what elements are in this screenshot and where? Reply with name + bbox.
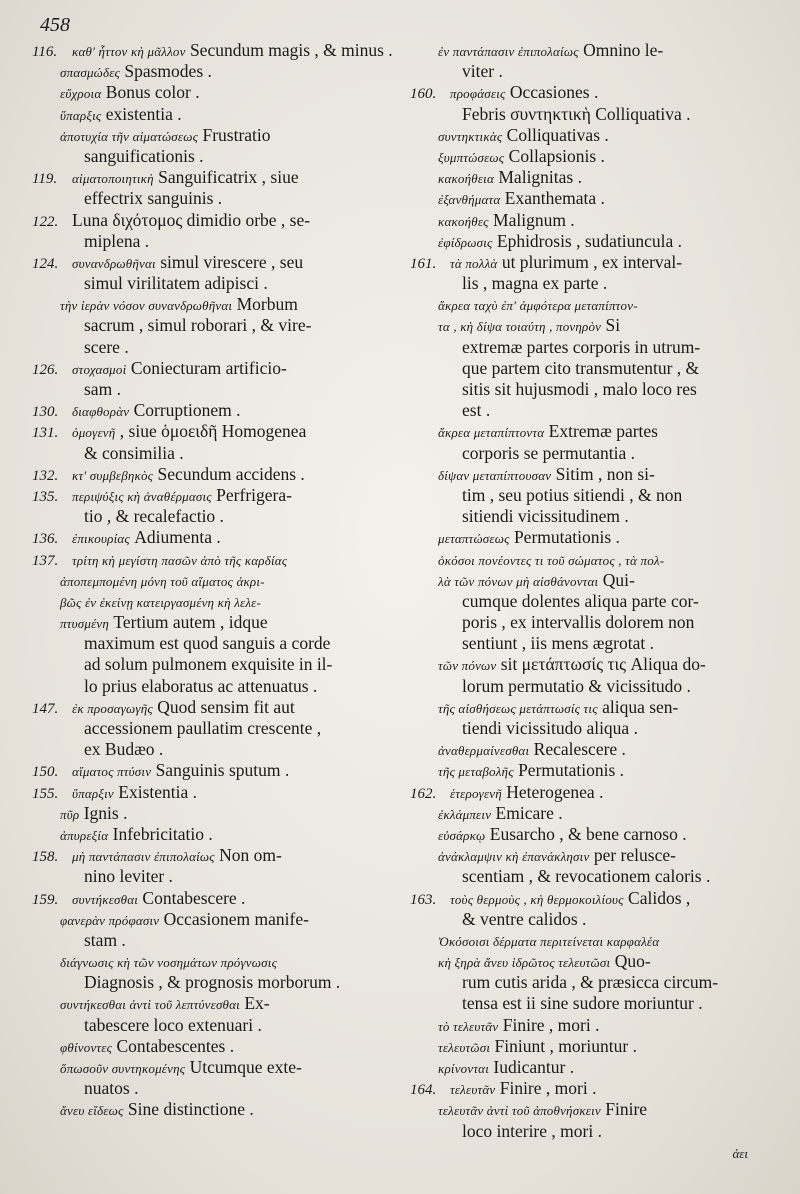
text-line <box>32 167 394 188</box>
latin-translation: Extremæ partes <box>548 421 658 442</box>
latin-translation: tiendi vicissitudo aliqua . <box>462 718 638 738</box>
text-line <box>32 866 394 887</box>
latin-translation: Secundum accidens . <box>157 463 305 484</box>
text-line <box>32 1057 394 1078</box>
greek-term: βῶς ἐν ἐκείνῃ κατειργασμένη κὴ λελε- <box>60 594 262 610</box>
text-line <box>410 1036 772 1057</box>
text-line <box>32 612 394 633</box>
text-line <box>410 443 772 464</box>
latin-translation: & consimilia . <box>84 442 184 463</box>
latin-translation: corporis se permutantia . <box>462 442 636 463</box>
latin-translation: poris , ex intervallis dolorem non <box>462 612 695 633</box>
text-line <box>32 972 394 993</box>
latin-translation: Exanthemata . <box>504 188 605 209</box>
latin-translation: Malignum . <box>493 209 575 230</box>
latin-translation: Sanguinis sputum . <box>155 760 290 781</box>
latin-translation: Finire <box>605 1099 648 1120</box>
text-line <box>410 803 772 824</box>
greek-term: Ὀκόσοισι δέρματα περιτείνεται καρφαλέα <box>438 933 660 949</box>
text-line <box>410 654 772 675</box>
greek-term: τῆς μεταβολῆς <box>438 764 514 780</box>
text-line <box>410 337 772 358</box>
latin-translation: rum cutis arida , & præsicca circum- <box>462 972 719 993</box>
greek-term: τελευτῶσι <box>438 1039 491 1055</box>
text-line <box>410 421 772 442</box>
entry-number: 135. <box>32 488 59 505</box>
latin-translation: lo prius elaboratus ac attenuatus . <box>84 675 318 696</box>
entry-number: 155. <box>32 785 59 802</box>
text-line <box>32 782 394 803</box>
latin-translation: stam . <box>84 929 126 950</box>
latin-translation: Heterogenea . <box>506 781 604 802</box>
entry-number: 161. <box>410 255 437 272</box>
greek-term: κτ' συμβεβηκὸς <box>72 467 154 483</box>
latin-translation: sentiunt , iis mens ægrotat . <box>462 633 655 654</box>
greek-term: τῆς αἰσθήσεως μετάπτωσίς τις <box>438 700 598 716</box>
latin-translation: Coniecturam artificio- <box>130 357 287 378</box>
latin-translation: Utcumque exte- <box>189 1057 302 1077</box>
latin-translation: tabescere loco extenuari . <box>84 1014 262 1035</box>
latin-translation: simul virilitatem adipisci . <box>84 273 268 294</box>
latin-translation: Occasiones . <box>509 82 599 103</box>
text-line <box>410 1057 772 1078</box>
latin-translation: que partem cito transmutentur , & <box>462 357 700 378</box>
text-line <box>32 125 394 146</box>
entry-number: 160. <box>410 86 437 103</box>
text-line <box>32 654 394 675</box>
greek-term: κρίνονται <box>438 1061 490 1076</box>
latin-translation: tensa est ii sine sudore moriuntur . <box>462 993 703 1014</box>
greek-term: τῶν πόνων <box>438 658 497 674</box>
greek-term: ἀποπεμπομένη μόνη τοῦ αἵματος ἀκρι- <box>60 573 265 589</box>
text-line <box>32 718 394 739</box>
text-line <box>32 252 394 273</box>
greek-term: ἄκρεα μεταπίπτοντα <box>438 425 545 441</box>
latin-translation: ad solum pulmonem exquisite in il- <box>84 654 333 675</box>
greek-term: τὰ πολλὰ <box>450 255 498 271</box>
latin-translation: scentiam , & revocationem caloris . <box>462 866 711 887</box>
latin-translation: Ignis . <box>83 802 128 823</box>
latin-translation: Sitim , non si- <box>555 463 655 484</box>
greek-term: εὔχροια <box>60 86 102 102</box>
latin-translation: sit μετάπτωσίς τις Aliqua do- <box>500 654 706 675</box>
greek-term: στοχασμοὶ <box>72 361 127 377</box>
text-line <box>410 1099 772 1120</box>
latin-translation: Secundum magis , & minus . <box>189 40 393 60</box>
text-line <box>32 1036 394 1057</box>
text-line <box>32 1078 394 1099</box>
catchword: ἀει <box>732 1146 748 1161</box>
latin-translation: ex Budæo . <box>84 739 164 760</box>
latin-translation: Finire , mori . <box>502 1014 600 1035</box>
text-line <box>32 506 394 527</box>
text-line <box>410 358 772 379</box>
text-line <box>410 824 772 845</box>
text-line <box>32 379 394 400</box>
greek-term: ὕπαρξις <box>60 107 102 123</box>
text-line <box>410 40 772 61</box>
latin-translation: Tertium autem , idque <box>113 612 268 633</box>
latin-translation: Si <box>605 315 621 336</box>
text-line <box>410 845 772 866</box>
entry-number: 164. <box>410 1082 437 1099</box>
greek-term: προφάσεις <box>450 86 506 102</box>
text-line <box>410 231 772 252</box>
text-line <box>410 210 772 231</box>
text-line <box>32 82 394 103</box>
greek-term: ἐφίδρωσις <box>438 234 493 250</box>
text-line <box>32 570 394 591</box>
latin-translation: Infebricitatio . <box>112 823 213 844</box>
greek-term: μὴ παντάπασιν ἐπιπολαίως <box>72 849 215 865</box>
entry-number: 137. <box>32 552 59 569</box>
greek-term: ἄκρεα ταχὺ ἐπ' ἀμφότερα μεταπίπτον- <box>438 298 638 314</box>
entry-number: 159. <box>32 891 59 908</box>
latin-translation: , siue ὁμοειδῆ Homogenea <box>119 421 307 442</box>
latin-translation: sitiendi vicissitudinem . <box>462 506 629 527</box>
text-line <box>410 146 772 167</box>
latin-translation: cumque dolentes aliqua parte cor- <box>462 590 699 611</box>
greek-term: σπασμώδες <box>60 65 120 81</box>
latin-translation: sacrum , simul roborari , & vire- <box>84 315 312 336</box>
entry-number: 119. <box>32 171 58 188</box>
text-line <box>410 866 772 887</box>
text-line <box>410 549 772 570</box>
latin-translation: Luna διχότομος dimidio orbe , se- <box>72 209 311 230</box>
greek-term: συντήκεσθαι ἀντὶ τοῦ λεπτύνεσθαι <box>60 997 240 1013</box>
text-line <box>32 104 394 125</box>
text-line <box>32 400 394 421</box>
text-line <box>32 591 394 612</box>
latin-translation: sam . <box>84 379 121 399</box>
text-line <box>410 167 772 188</box>
greek-term: φθίνοντες <box>60 1039 113 1055</box>
latin-translation: simul virescere , seu <box>160 251 304 272</box>
latin-translation: Qui- <box>602 569 635 590</box>
greek-term: ἀνάκλαμψιν κὴ ἐπανάκλησιν <box>438 849 590 865</box>
text-line <box>32 993 394 1014</box>
latin-translation: lis , magna ex parte . <box>462 273 608 294</box>
greek-term: τὸ τελευτᾶν <box>438 1018 499 1034</box>
text-line <box>410 125 772 146</box>
text-line <box>410 273 772 294</box>
latin-translation: Ex- <box>244 993 270 1014</box>
text-line <box>410 951 772 972</box>
entry-number: 147. <box>32 700 59 717</box>
text-line <box>32 697 394 718</box>
text-line <box>32 527 394 548</box>
latin-translation: Malignitas . <box>498 167 582 188</box>
text-line <box>410 570 772 591</box>
latin-translation: Non om- <box>219 845 282 866</box>
latin-translation: Eusarcho , & bene carnoso . <box>489 823 687 844</box>
greek-term: αἱματοποιητικὴ <box>72 171 154 187</box>
text-line <box>410 82 772 103</box>
greek-term: ἐκ προσαγωγῆς <box>72 700 153 716</box>
entry-number: 132. <box>32 467 59 484</box>
entry-number: 150. <box>32 764 59 781</box>
text-line <box>410 718 772 739</box>
text-line <box>410 485 772 506</box>
latin-translation: Bonus color . <box>105 82 200 103</box>
latin-translation: Iudicantur . <box>493 1057 575 1077</box>
latin-translation: Spasmodes . <box>124 61 212 82</box>
latin-translation: existentia . <box>105 103 182 124</box>
text-line <box>32 1099 394 1120</box>
text-line <box>32 888 394 909</box>
greek-term: κακοήθεια <box>438 171 494 187</box>
greek-term: καθ' ἧττον κὴ μᾶλλον <box>72 44 186 59</box>
greek-term: ὁμογενῆ <box>72 425 116 441</box>
latin-translation: Contabescentes . <box>116 1035 235 1056</box>
greek-term: τοὺς θερμοὺς , κὴ θερμοκοιλίους <box>450 891 624 907</box>
greek-term: ὕπαρξιν <box>72 785 114 801</box>
greek-term: τρίτη κὴ μεγίστη πασῶν ἀπὸ τῆς καρδίας <box>72 552 288 568</box>
latin-translation: tio , & recalefactio . <box>84 506 224 527</box>
latin-translation: extremæ partes corporis in utrum- <box>462 336 701 357</box>
text-line <box>32 40 394 61</box>
greek-term: ἐκλάμπειν <box>438 806 492 822</box>
text-line <box>32 443 394 464</box>
latin-translation: Permutationis . <box>513 527 620 548</box>
greek-term: τελευτᾶν ἀντὶ τοῦ ἀποθνήσκειν <box>438 1103 601 1119</box>
text-line <box>410 315 772 336</box>
greek-term: συντήκεσθαι <box>72 891 139 907</box>
text-line <box>410 1078 772 1099</box>
text-line <box>410 612 772 633</box>
latin-translation: est . <box>462 400 491 421</box>
latin-translation: Sanguificatrix , siue <box>158 167 299 188</box>
latin-translation: Recalescere . <box>533 739 626 760</box>
left-column <box>32 40 394 1121</box>
latin-translation: Morbum <box>236 294 298 315</box>
latin-translation: nuatos . <box>84 1078 139 1099</box>
text-line <box>32 739 394 760</box>
text-line <box>410 527 772 548</box>
text-line <box>32 633 394 654</box>
latin-translation: ut plurimum , ex interval- <box>501 251 683 272</box>
text-line <box>32 845 394 866</box>
greek-term: αἵματος πτύσιν <box>72 764 152 780</box>
greek-term: φανερὰν πρόφασιν <box>60 912 160 928</box>
entry-number: 122. <box>32 213 59 230</box>
text-line <box>32 188 394 209</box>
latin-translation: sanguificationis . <box>84 145 204 166</box>
entry-number: 163. <box>410 891 437 908</box>
greek-term: τελευτᾶν <box>450 1082 496 1098</box>
text-line <box>410 506 772 527</box>
latin-translation: Contabescere . <box>142 887 246 908</box>
entry-number: 130. <box>32 404 59 421</box>
greek-term: κακοήθες <box>438 213 489 229</box>
greek-term: ἐπικουρίας <box>72 531 130 547</box>
latin-translation: Emicare . <box>495 802 563 823</box>
greek-term: συντηκτικὰς <box>438 128 503 144</box>
text-line <box>410 760 772 781</box>
text-line <box>32 273 394 294</box>
text-line <box>410 591 772 612</box>
text-line <box>32 930 394 951</box>
entry-number: 162. <box>410 785 437 802</box>
text-line <box>410 697 772 718</box>
entry-number: 124. <box>32 255 59 272</box>
latin-translation: Perfrigera- <box>216 484 292 505</box>
text-line <box>410 930 772 951</box>
text-line <box>410 993 772 1014</box>
text-line <box>32 146 394 167</box>
greek-term: ξυμπτώσεως <box>438 149 505 165</box>
page-number: 458 <box>40 14 70 36</box>
text-line <box>410 294 772 315</box>
greek-term: πτυσμένη <box>60 616 110 632</box>
latin-translation: lorum permutatio & vicissitudo . <box>462 675 691 696</box>
latin-translation: Ephidrosis , sudatiuncula . <box>496 230 683 251</box>
text-line <box>32 1015 394 1036</box>
greek-term: πῦρ <box>60 806 80 822</box>
latin-translation: Febris συντηκτικὴ Colliquativa . <box>462 103 691 124</box>
latin-translation: scere . <box>84 336 129 357</box>
text-line <box>410 676 772 697</box>
latin-translation: & ventre calidos . <box>462 908 587 929</box>
greek-term: περιψύξις κὴ ἀναθέρμασις <box>72 488 212 504</box>
greek-term: ὅπωσοῦν συντηκομένης <box>60 1061 186 1076</box>
latin-translation: Existentia . <box>118 781 198 802</box>
latin-translation: Colliquativas . <box>506 124 609 145</box>
greek-term: μεταπτώσεως <box>438 531 510 547</box>
latin-translation: aliqua sen- <box>602 696 679 717</box>
greek-term: ἑτερογενῆ <box>450 785 502 801</box>
latin-translation: Permutationis . <box>518 760 625 781</box>
greek-term: ἀπυρεξία <box>60 827 109 843</box>
greek-term: ἀναθερμαίνεσθαι <box>438 743 530 759</box>
text-line <box>32 358 394 379</box>
latin-translation: miplena . <box>84 230 150 251</box>
greek-term: λὰ τῶν πόνων μὴ αἰσθάνονται <box>438 573 599 589</box>
text-line <box>410 1015 772 1036</box>
text-line <box>32 231 394 252</box>
greek-term: συνανδρωθῆναι <box>72 255 156 271</box>
text-line <box>32 824 394 845</box>
text-line <box>410 464 772 485</box>
greek-term: εὐσάρκῳ <box>438 827 486 843</box>
latin-translation: Collapsionis . <box>508 145 605 166</box>
latin-translation: maximum est quod sanguis a corde <box>84 633 331 654</box>
text-line <box>32 294 394 315</box>
text-line <box>410 909 772 930</box>
text-line <box>410 888 772 909</box>
latin-translation: Finiunt , moriuntur . <box>494 1035 637 1056</box>
text-line <box>410 633 772 654</box>
text-line <box>32 909 394 930</box>
text-line <box>410 782 772 803</box>
greek-term: τα , κὴ δίψα τοιαύτη , πονηρὸν <box>438 319 602 335</box>
greek-term: ἀποτυχία τῆν αἱματώσεως <box>60 128 199 144</box>
greek-term: δίψαν μεταπίπτουσαν <box>438 467 552 483</box>
text-line <box>410 188 772 209</box>
greek-term: ἐν παντάπασιν ἐπιπολαίως <box>438 44 579 59</box>
latin-translation: nino leviter . <box>84 866 173 887</box>
text-line <box>32 421 394 442</box>
text-line <box>32 210 394 231</box>
latin-translation: effectrix sanguinis . <box>84 188 223 209</box>
text-line <box>410 739 772 760</box>
text-line <box>410 104 772 125</box>
latin-translation: Frustratio <box>202 124 271 145</box>
text-line <box>410 1121 772 1142</box>
greek-term: ἄνευ εἴδεως <box>60 1103 124 1119</box>
text-line <box>32 315 394 336</box>
text-line <box>410 400 772 421</box>
text-line <box>32 485 394 506</box>
entry-number: 131. <box>32 425 59 442</box>
entry-number: 126. <box>32 361 59 378</box>
text-line <box>410 379 772 400</box>
latin-translation: per relusce- <box>593 845 676 866</box>
text-line <box>32 61 394 82</box>
latin-translation: Calidos , <box>628 887 691 908</box>
entry-number: 136. <box>32 531 59 548</box>
text-line <box>32 760 394 781</box>
greek-term: διαφθορὰν <box>72 404 130 420</box>
text-line <box>410 252 772 273</box>
latin-translation: viter . <box>462 61 503 82</box>
latin-translation: Quo- <box>614 951 651 972</box>
latin-translation: sitis sit hujusmodi , malo loco res <box>462 379 697 399</box>
latin-translation: loco interire , mori . <box>462 1120 602 1141</box>
text-line <box>32 337 394 358</box>
latin-translation: accessionem paullatim crescente , <box>84 718 322 738</box>
greek-term: κὴ ξηρὰ ἄνευ ἱδρῶτος τελευτῶσι <box>438 955 611 971</box>
text-line <box>32 464 394 485</box>
latin-translation: Sine distinctione . <box>127 1099 254 1120</box>
latin-translation: Omnino le- <box>583 40 664 60</box>
greek-term: διάγνωσις κὴ τῶν νοσημάτων πρόγνωσις <box>60 955 278 971</box>
latin-translation: Finire , mori . <box>499 1078 597 1099</box>
latin-translation: Occasionem manife- <box>163 908 309 929</box>
text-line <box>32 951 394 972</box>
latin-translation: Quod sensim fit aut <box>157 696 295 717</box>
latin-translation: Adiumenta . <box>134 527 221 548</box>
entry-number: 116. <box>32 44 58 60</box>
text-line <box>410 61 772 82</box>
entry-number: 158. <box>32 849 59 866</box>
right-column <box>410 40 772 1142</box>
text-line <box>410 972 772 993</box>
text-line <box>32 549 394 570</box>
text-line <box>32 803 394 824</box>
greek-term: ὁκόσοι πονέοντες τι τοῦ σώματος , τὰ πολ- <box>438 552 665 568</box>
latin-translation: Diagnosis , & prognosis morborum . <box>84 972 341 993</box>
text-line <box>32 676 394 697</box>
latin-translation: tim , seu potius sitiendi , & non <box>462 484 683 505</box>
latin-translation: Corruptionem . <box>133 400 241 421</box>
greek-term: ἐξανθήματα <box>438 192 501 208</box>
greek-term: τὴν ἱερὰν νόσον συνανδρωθῆναι <box>60 298 233 314</box>
